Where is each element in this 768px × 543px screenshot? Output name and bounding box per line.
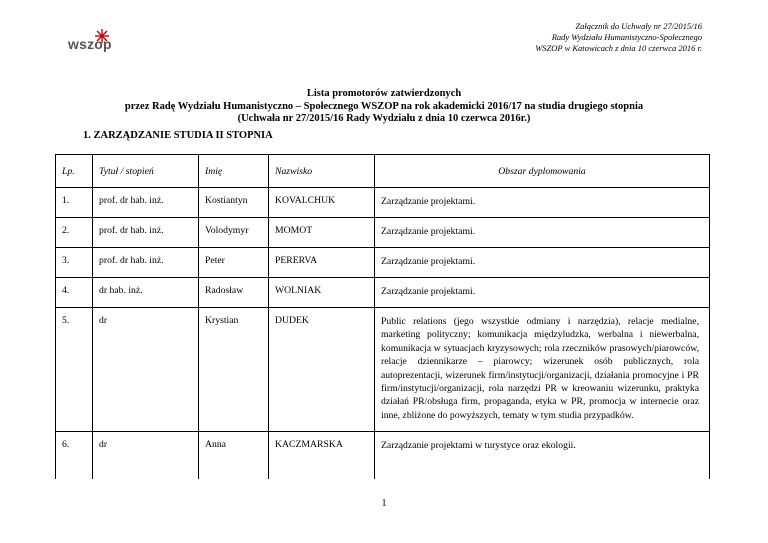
header-first-name: Imię: [199, 155, 269, 188]
cell-area: Zarządzanie projektami.: [375, 188, 710, 218]
table-row: [56, 308, 710, 432]
title-line: (Uchwała nr 27/2015/16 Rady Wydziału z dnia 10 czerwca 2016r.): [237, 113, 531, 124]
header-area: Obszar dyplomowania: [375, 155, 710, 188]
cell-last-name: PERERVA: [269, 248, 375, 278]
table-row: [56, 432, 710, 480]
cell-first-name: Radosław: [199, 278, 269, 308]
logo-text: wszop: [68, 36, 112, 52]
attachment-note-line: WSZOP w Katowicach z dnia 10 czerwca 2016 r.: [535, 43, 702, 53]
cell-title: dr: [93, 432, 199, 480]
cell-lp: 1.: [56, 188, 93, 218]
table-header-row: [56, 155, 710, 188]
cell-lp: 3.: [56, 248, 93, 278]
cell-area: Zarządzanie projektami.: [375, 218, 710, 248]
cell-last-name: MOMOT: [269, 218, 375, 248]
cell-first-name: Volodymyr: [199, 218, 269, 248]
table-row: [56, 248, 710, 278]
cell-title: dr: [93, 308, 199, 432]
cell-area: Zarządzanie projektami.: [375, 278, 710, 308]
cell-title: dr hab. inż.: [93, 278, 199, 308]
cell-area: Zarządzanie projektami w turystyce oraz ekologii.: [375, 432, 710, 480]
cell-last-name: KACZMARSKA: [269, 432, 375, 480]
cell-first-name: Krystian: [199, 308, 269, 432]
title-line: przez Radę Wydziału Humanistyczno – Społecznego WSZOP na rok akademicki 2016/17 na studia drugiego stopnia: [124, 100, 644, 112]
promoters-table: [55, 154, 710, 479]
cell-first-name: Kostiantyn: [199, 188, 269, 218]
page-number: 1: [381, 498, 387, 509]
cell-lp: 4.: [56, 278, 93, 308]
title-line: Lista promotorów zatwierdzonych: [306, 88, 462, 99]
cell-last-name: DUDEK: [269, 308, 375, 432]
wszop-logo: [68, 34, 120, 60]
cell-last-name: WOLNIAK: [269, 278, 375, 308]
cell-area: Public relations (jego wszystkie odmiany i narzędzia), relacje medialne, marketing polityczny; komunikacja międzyludzka, werbalna i niewerbalna, komunikacja w sytuacjach kryzysowych; rola rzeczników prasowych/piarowców, relacje dziennikarze – piarowcy; wizerunek osób publicznych, rola autoprezentacji, wizerunek firm/instytucji/organizacji, działania promocyjne i PR firm/instytucji/organizacji, rola narzędzi PR w kreowaniu wizerunku, praktyka działań PR/obsługa firm, propaganda, etyka w PR, promocja w internecie oraz inne, zbliżone do powyższych, tematy w tym studia przypadków.: [375, 308, 710, 432]
section-heading: 1. ZARZĄDZANIE STUDIA II STOPNIA: [83, 130, 273, 141]
cell-lp: 5.: [56, 308, 93, 432]
table-row: [56, 188, 710, 218]
attachment-note-line: Rady Wydziału Humanistyczno-Społecznego: [551, 32, 702, 42]
table-row: [56, 278, 710, 308]
cell-lp: 2.: [56, 218, 93, 248]
logo-star-icon: [94, 28, 110, 44]
cell-area: Zarządzanie projektami.: [375, 248, 710, 278]
cell-lp: 6.: [56, 432, 93, 480]
cell-first-name: Anna: [199, 432, 269, 480]
table-row: [56, 218, 710, 248]
header-title: Tytuł / stopień: [93, 155, 199, 188]
attachment-note: [535, 21, 702, 54]
header-lp: Lp.: [56, 155, 93, 188]
cell-title: prof. dr hab. inż.: [93, 218, 199, 248]
attachment-note-line: Załącznik do Uchwały nr 27/2015/16: [575, 21, 702, 31]
cell-first-name: Peter: [199, 248, 269, 278]
cell-last-name: KOVALCHUK: [269, 188, 375, 218]
header-last-name: Nazwisko: [269, 155, 375, 188]
cell-title: prof. dr hab. inż.: [93, 248, 199, 278]
cell-title: prof. dr hab. inż.: [93, 188, 199, 218]
document-title: [0, 88, 768, 126]
